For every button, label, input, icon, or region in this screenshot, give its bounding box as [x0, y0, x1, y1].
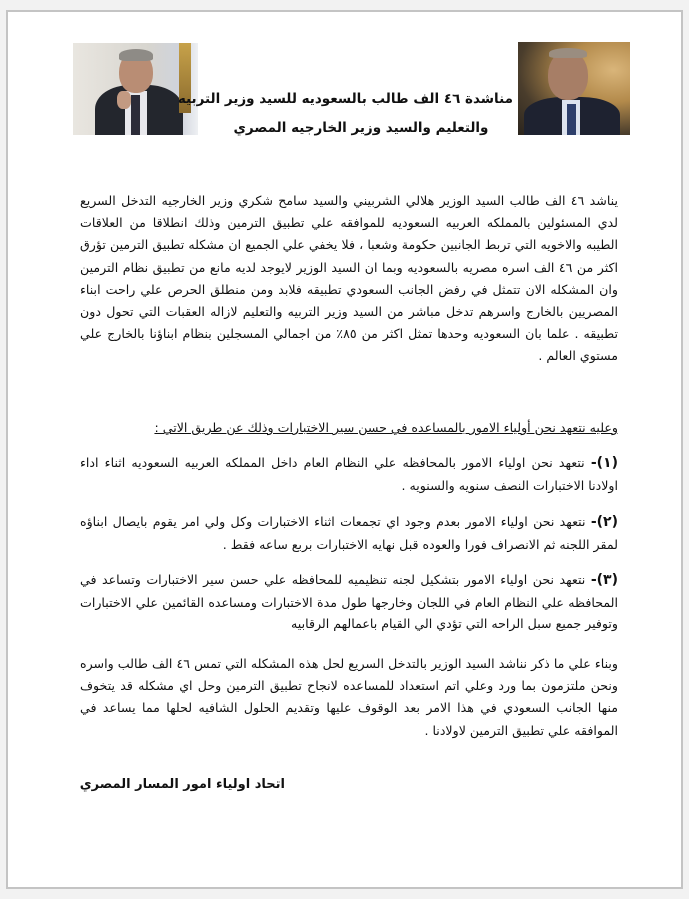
- signature: اتحاد اولياء امور المسار المصري: [79, 777, 285, 792]
- commitment-item-1: [80, 452, 618, 496]
- item-number: (٣)-: [590, 572, 618, 588]
- document-title-line-2: والتعليم والسيد وزير الخارجيه المصري: [233, 120, 489, 136]
- document-page: [6, 10, 683, 889]
- item-number: (٢)-: [590, 514, 618, 530]
- tie-shape: [131, 95, 140, 135]
- closing-paragraph: وبناء علي ما ذكر نناشد السيد الوزير بالتدخل السريع لحل هذه المشكله التي تمس ٤٦ الف طالب واسره ونحن ملتزمون بما ورد وعلي اتم استعداد للمساعده لانجاح تطبيق الترمين وحل اي مشكله قد يتخوف منها الجانب السعودي في هذا الامر بعد الوقوف عليها وتقديم الحلول الشافيه لحلها مما يساعد في الموافقه علي تطبيق الترمين لاولادنا .: [80, 656, 618, 738]
- education-minister-photo: [73, 43, 198, 135]
- commitment-item-2: [80, 511, 618, 555]
- foreign-minister-photo: [518, 42, 630, 135]
- item-text: نتعهد نحن اولياء الامور بعدم وجود اي تجمعات اثناء الاختبارات وكل ولي امر يقوم بايصال ابناؤه لمقر اللجنه ثم الانصراف فورا والعوده قبل نهايه الاختبارات بربع ساعه فقط .: [80, 514, 618, 552]
- commitment-heading: وعليه نتعهد نحن أولياء الامور بالمساعده في حسن سير الاختبارات وذلك عن طريق الاتي :: [154, 420, 618, 435]
- commitment-item-3: [80, 569, 618, 635]
- hair-shape: [119, 49, 153, 61]
- item-text: نتعهد نحن اولياء الامور بتشكيل لجنه تنظيميه للمحافظه علي حسن سير الاختبارات وتساعد في المحافظه علي النظام العام في اللجان وخارجها طول مدة الاختبارات ومساعده القائمين علي الاختبارات وتوفير جميع سبل الراحه التي تؤدي الي القيام باعمالهم الرقابيه: [80, 572, 618, 631]
- item-number: (١)-: [590, 455, 618, 471]
- hair-shape: [549, 48, 587, 58]
- appeal-paragraph: يناشد ٤٦ الف طالب السيد الوزير هلالي الشربيني والسيد سامح شكري وزير الخارجيه التدخل السريع لدي المسئولين بالمملكه العربيه السعوديه للموافقه علي تطبيق الترمين وذلك انطلاقا من العلاقات الطيبه والاخويه التي تربط الجانبين حكومة وشعبا ، فلا يخفي علي الجميع ان مشكله تطبيق الترمين تؤرق اكثر من ٤٦ الف اسره مصريه بالسعوديه وبما ان السيد الوزير لايوجد لديه مانع من تطبيق نظام الترمين وان المشكله الان تتمثل في رفض الجانب السعودي تطبيقه فلابد ومن منطلق الحرص علي راحت ابناء المصريين بالخارج واسرهم تدخل مباشر من السيد وزير التربيه والتعليم لازاله العقبات التي تحول دون تطبيقه . علما بان السعوديه وحدها تمثل اكثر من ٨٥٪ من اجمالي المسجلين بنظام ابناؤنا بالخارج علي مستوي العالم .: [80, 193, 619, 364]
- item-text: نتعهد نحن اولياء الامور بالمحافظه علي النظام العام داخل المملكه العربيه السعوديه اثناء اداء اولادنا الاختبارات النصف سنويه والسنويه .: [80, 455, 618, 493]
- hand-shape: [117, 91, 131, 109]
- tie-shape: [567, 104, 576, 135]
- document-title-line-1: مناشدة ٤٦ الف طالب بالسعوديه للسيد وزير التربيه: [177, 91, 513, 107]
